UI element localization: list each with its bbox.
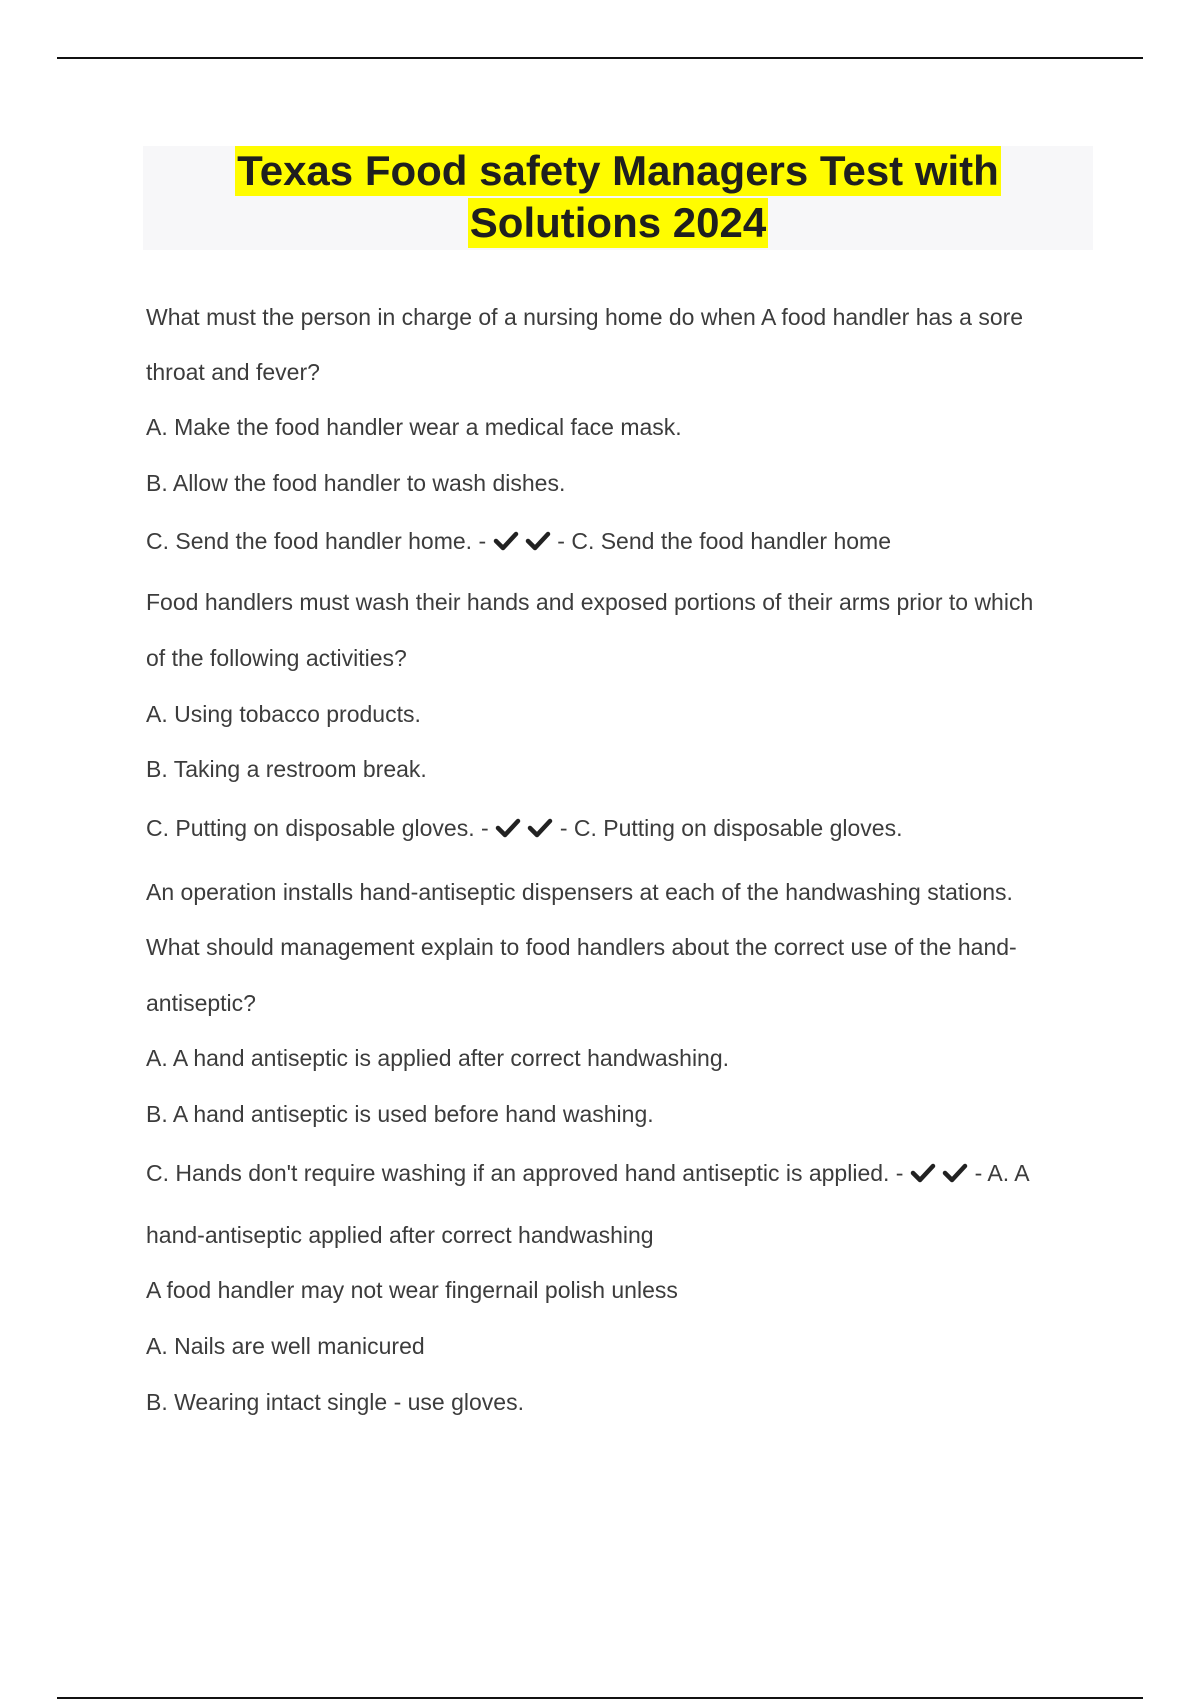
option-c-answer [146, 526, 891, 556]
question-3-line-3: antiseptic? [146, 990, 256, 1016]
option-a: A. Make the food handler wear a medical face mask. [146, 414, 682, 440]
check-icon [495, 817, 521, 839]
option-c-answer [146, 813, 902, 843]
check-icon [493, 530, 519, 552]
answer-text: - C. Putting on disposable gloves. [559, 815, 903, 841]
option-c-text: C. Putting on disposable gloves. - [146, 815, 489, 841]
option-b: B. A hand antiseptic is used before hand washing. [146, 1101, 654, 1127]
question-3-line-2: What should management explain to food handlers about the correct use of the hand- [146, 934, 1017, 960]
option-a: A. A hand antiseptic is applied after correct handwashing. [146, 1045, 730, 1071]
option-b: B. Allow the food handler to wash dishes. [146, 470, 566, 496]
option-a: A. Using tobacco products. [146, 701, 421, 727]
answer-text: - A. A [974, 1160, 1030, 1186]
option-c-text: C. Send the food handler home. - [146, 528, 487, 554]
answer-continuation: hand-antiseptic applied after correct handwashing [146, 1222, 654, 1248]
bottom-rule [57, 1697, 1143, 1699]
question-3-line-1: An operation installs hand-antiseptic dispensers at each of the handwashing stations. [146, 879, 1013, 905]
answer-text: - C. Send the food handler home [557, 528, 891, 554]
document-title [143, 146, 1093, 250]
check-icon [910, 1162, 936, 1184]
option-b: B. Taking a restroom break. [146, 756, 427, 782]
option-a: A. Nails are well manicured [146, 1333, 425, 1359]
option-c-answer [146, 1158, 1030, 1188]
question-1-line-2: throat and fever? [146, 359, 320, 385]
option-b: B. Wearing intact single - use gloves. [146, 1389, 524, 1415]
question-1-line-1: What must the person in charge of a nursing home do when A food handler has a sore [146, 304, 1024, 330]
question-4-line-1: A food handler may not wear fingernail polish unless [146, 1277, 678, 1303]
question-2-line-1: Food handlers must wash their hands and exposed portions of their arms prior to which [146, 589, 1034, 615]
question-2-line-2: of the following activities? [146, 645, 407, 671]
top-rule [57, 57, 1143, 59]
title-line-1: Texas Food safety Managers Test with [237, 147, 999, 194]
option-c-text: C. Hands don't require washing if an approved hand antiseptic is applied. - [146, 1160, 904, 1186]
check-icon [527, 817, 553, 839]
title-line-2: Solutions 2024 [469, 199, 767, 246]
check-icon [525, 530, 551, 552]
check-icon [942, 1162, 968, 1184]
